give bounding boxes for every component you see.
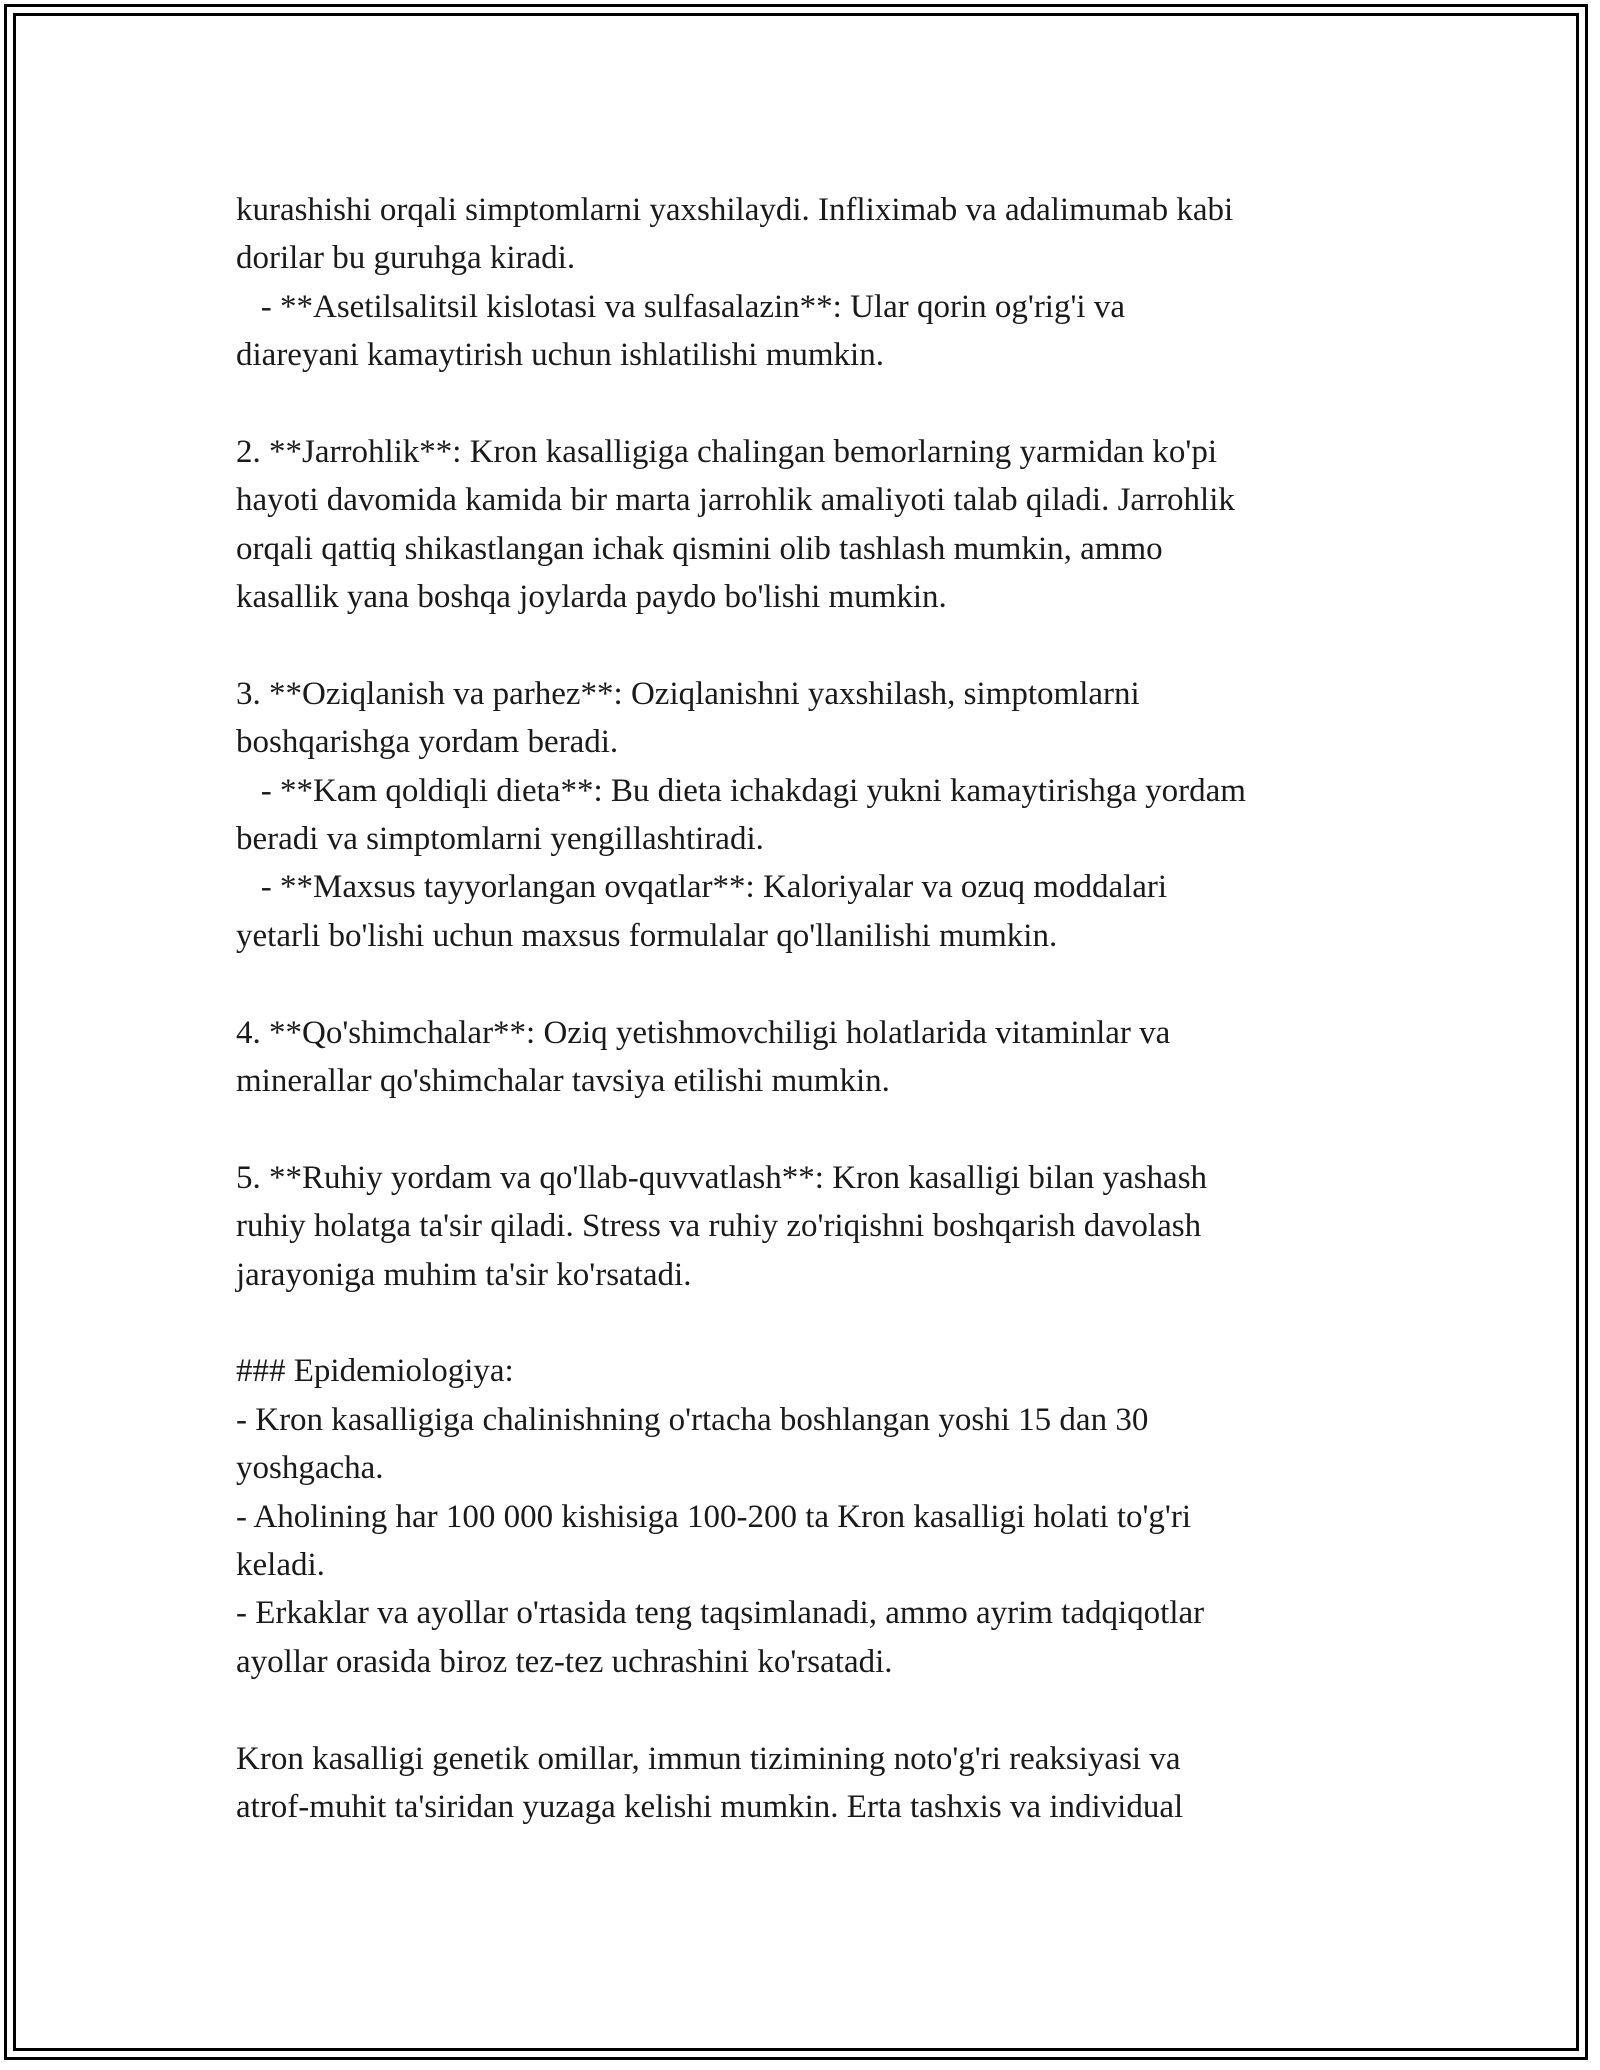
- text-line: boshqarishga yordam beradi.: [236, 724, 619, 761]
- blank-line: [236, 380, 1386, 428]
- text-line: 3. **Oziqlanish va parhez**: Oziqlanishni yaxshilash, simptomlarni: [236, 675, 1140, 712]
- text-line: 2. **Jarrohlik**: Kron kasalligiga chalingan bemorlarning yarmidan ko'pi: [236, 433, 1218, 470]
- text-line: jarayoniga muhim ta'sir ko'rsatadi.: [236, 1256, 692, 1293]
- text-line: beradi va simptomlarni yengillashtiradi.: [236, 821, 764, 858]
- text-line: - **Kam qoldiqli dieta**: Bu dieta ichakdagi yukni kamaytirishga yordam: [236, 772, 1246, 809]
- text-line: minerallar qo'shimchalar tavsiya etilishi mumkin.: [236, 1063, 890, 1100]
- text-line: yetarli bo'lishi uchun maxsus formulalar qo'llanilishi mumkin.: [236, 917, 1058, 954]
- text-line: 5. **Ruhiy yordam va qo'llab-quvvatlash**: Kron kasalligi bilan yashash: [236, 1159, 1208, 1196]
- text-line: 4. **Qo'shimchalar**: Oziq yetishmovchiligi holatlarida vitaminlar va: [236, 1014, 1171, 1051]
- section-heading: ### Epidemiologiya:: [236, 1353, 514, 1390]
- text-line: keladi.: [236, 1546, 325, 1583]
- text-line: - Aholining har 100 000 kishisiga 100-200 ta Kron kasalligi holati to'g'ri: [236, 1498, 1192, 1535]
- text-line: yoshgacha.: [236, 1450, 384, 1487]
- text-line: orqali qattiq shikastlangan ichak qismini olib tashlash mumkin, ammo: [236, 530, 1163, 567]
- text-line: - Erkaklar va ayollar o'rtasida teng taqsimlanadi, ammo ayrim tadqiqotlar: [236, 1595, 1205, 1632]
- text-line: ruhiy holatga ta'sir qiladi. Stress va ruhiy zo'riqishni boshqarish davolash: [236, 1208, 1202, 1245]
- text-line: ayollar orasida biroz tez-tez uchrashini ko'rsatadi.: [236, 1643, 893, 1680]
- text-line: kurashishi orqali simptomlarni yaxshilaydi. Infliximab va adalimumab kabi: [236, 192, 1234, 228]
- text-line: dorilar bu guruhga kiradi.: [236, 240, 576, 277]
- text-line: hayoti davomida kamida bir marta jarrohlik amaliyoti talab qiladi. Jarrohlik: [236, 482, 1235, 519]
- blank-line: [236, 1299, 1386, 1347]
- document-body: [236, 186, 1386, 1831]
- text-line: Kron kasalligi genetik omillar, immun tizimining noto'g'ri reaksiyasi va: [236, 1740, 1181, 1777]
- text-line: - Kron kasalligiga chalinishning o'rtacha boshlangan yoshi 15 dan 30: [236, 1401, 1149, 1438]
- text-line: kasallik yana boshqa joylarda paydo bo'lishi mumkin.: [236, 579, 947, 616]
- text-line: atrof-muhit ta'siridan yuzaga kelishi mumkin. Erta tashxis va individual: [236, 1788, 1184, 1825]
- blank-line: [236, 960, 1386, 1008]
- blank-line: [236, 1105, 1386, 1153]
- blank-line: [236, 1686, 1386, 1734]
- text-line: diareyani kamaytirish uchun ishlatilishi mumkin.: [236, 337, 884, 374]
- blank-line: [236, 622, 1386, 670]
- text-line: - **Asetilsalitsil kislotasi va sulfasalazin**: Ular qorin og'rig'i va: [236, 288, 1125, 325]
- text-line: - **Maxsus tayyorlangan ovqatlar**: Kaloriyalar va ozuq moddalari: [236, 869, 1168, 906]
